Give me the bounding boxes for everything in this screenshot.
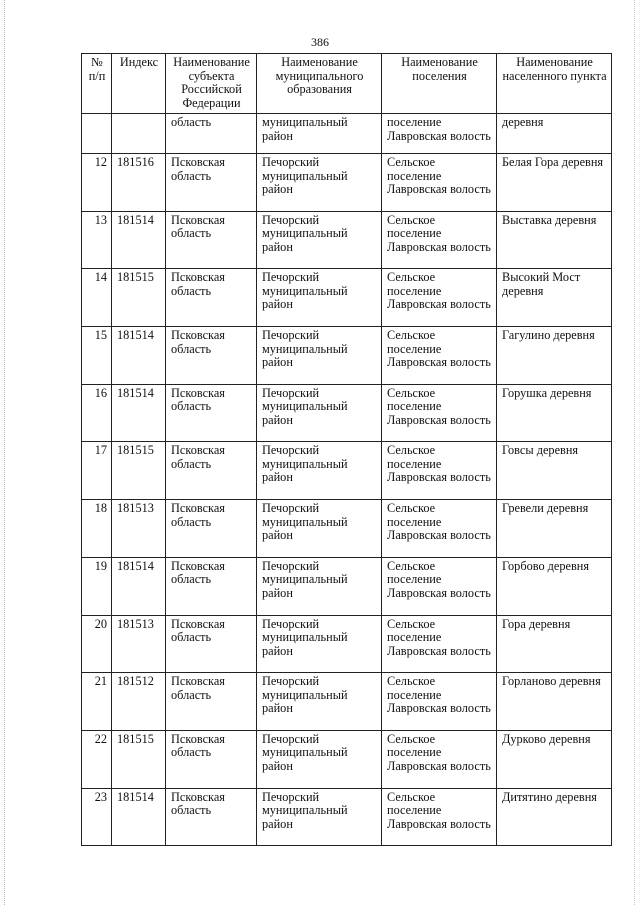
cell-num: 23	[82, 788, 112, 846]
cell-settlement: Сельское поселение Лавровская волость	[382, 730, 497, 788]
cell-locality: Дурково деревня	[497, 730, 612, 788]
settlements-table	[81, 53, 612, 846]
cell-locality: Горланово деревня	[497, 673, 612, 731]
cell-municipality: Печорский муниципальный район	[257, 384, 382, 442]
cell-num	[82, 114, 112, 154]
cell-settlement: поселение Лавровская волость	[382, 114, 497, 154]
cell-locality: Гревели деревня	[497, 500, 612, 558]
cell-locality: Гагулино деревня	[497, 327, 612, 385]
continuation-row	[82, 114, 612, 154]
cell-num: 12	[82, 154, 112, 212]
cell-num: 18	[82, 500, 112, 558]
cell-subject: Псковская область	[166, 557, 257, 615]
table-row	[82, 615, 612, 673]
cell-index: 181516	[112, 154, 166, 212]
cell-municipality: Печорский муниципальный район	[257, 673, 382, 731]
cell-subject: Псковская область	[166, 615, 257, 673]
cell-municipality: Печорский муниципальный район	[257, 730, 382, 788]
cell-num: 19	[82, 557, 112, 615]
cell-settlement: Сельское поселение Лавровская волость	[382, 269, 497, 327]
cell-subject: Псковская область	[166, 269, 257, 327]
cell-index: 181512	[112, 673, 166, 731]
table-row	[82, 442, 612, 500]
cell-settlement: Сельское поселение Лавровская волость	[382, 557, 497, 615]
header-index: Индекс	[112, 54, 166, 114]
cell-num: 22	[82, 730, 112, 788]
table-row	[82, 327, 612, 385]
cell-municipality: Печорский муниципальный район	[257, 615, 382, 673]
cell-subject: Псковская область	[166, 500, 257, 558]
cell-locality: деревня	[497, 114, 612, 154]
cell-municipality: Печорский муниципальный район	[257, 557, 382, 615]
scan-edge-left	[4, 0, 6, 905]
cell-municipality: Печорский муниципальный район	[257, 500, 382, 558]
cell-num: 15	[82, 327, 112, 385]
cell-municipality: Печорский муниципальный район	[257, 154, 382, 212]
cell-index: 181515	[112, 730, 166, 788]
cell-subject: область	[166, 114, 257, 154]
page-number: 386	[311, 35, 329, 49]
header-locality: Наименование населенного пункта	[497, 54, 612, 114]
cell-index: 181514	[112, 788, 166, 846]
cell-locality: Гора деревня	[497, 615, 612, 673]
cell-num: 13	[82, 211, 112, 269]
cell-num: 21	[82, 673, 112, 731]
header-municipality: Наименование муниципального образования	[257, 54, 382, 114]
cell-locality: Выставка деревня	[497, 211, 612, 269]
cell-num: 20	[82, 615, 112, 673]
table-header-row	[82, 54, 612, 114]
table-row	[82, 384, 612, 442]
cell-locality: Горбово деревня	[497, 557, 612, 615]
cell-municipality: Печорский муниципальный район	[257, 442, 382, 500]
cell-index: 181513	[112, 500, 166, 558]
cell-municipality: Печорский муниципальный район	[257, 788, 382, 846]
cell-settlement: Сельское поселение Лавровская волость	[382, 327, 497, 385]
cell-index	[112, 114, 166, 154]
cell-index: 181514	[112, 327, 166, 385]
cell-index: 181514	[112, 211, 166, 269]
cell-municipality: Печорский муниципальный район	[257, 211, 382, 269]
table-row	[82, 211, 612, 269]
table-row	[82, 788, 612, 846]
cell-num: 17	[82, 442, 112, 500]
header-subject: Наименование субъекта Российской Федерации	[166, 54, 257, 114]
cell-settlement: Сельское поселение Лавровская волость	[382, 211, 497, 269]
cell-municipality: Печорский муниципальный район	[257, 269, 382, 327]
cell-subject: Псковская область	[166, 154, 257, 212]
cell-num: 16	[82, 384, 112, 442]
cell-subject: Псковская область	[166, 384, 257, 442]
cell-municipality: муниципальный район	[257, 114, 382, 154]
cell-settlement: Сельское поселение Лавровская волость	[382, 788, 497, 846]
table-row	[82, 673, 612, 731]
cell-subject: Псковская область	[166, 673, 257, 731]
cell-subject: Псковская область	[166, 730, 257, 788]
cell-index: 181514	[112, 557, 166, 615]
table-row	[82, 730, 612, 788]
cell-index: 181514	[112, 384, 166, 442]
cell-subject: Псковская область	[166, 211, 257, 269]
cell-locality: Горушка деревня	[497, 384, 612, 442]
cell-locality: Белая Гора деревня	[497, 154, 612, 212]
cell-settlement: Сельское поселение Лавровская волость	[382, 615, 497, 673]
header-num: № п/п	[82, 54, 112, 114]
cell-settlement: Сельское поселение Лавровская волость	[382, 154, 497, 212]
cell-locality: Говсы деревня	[497, 442, 612, 500]
table-row	[82, 500, 612, 558]
cell-index: 181513	[112, 615, 166, 673]
table-row	[82, 154, 612, 212]
header-settlement: Наименование поселения	[382, 54, 497, 114]
cell-subject: Псковская область	[166, 788, 257, 846]
scan-edge-right	[634, 0, 636, 905]
cell-settlement: Сельское поселение Лавровская волость	[382, 500, 497, 558]
cell-index: 181515	[112, 442, 166, 500]
cell-settlement: Сельское поселение Лавровская волость	[382, 442, 497, 500]
cell-num: 14	[82, 269, 112, 327]
cell-settlement: Сельское поселение Лавровская волость	[382, 673, 497, 731]
cell-locality: Дитятино деревня	[497, 788, 612, 846]
cell-index: 181515	[112, 269, 166, 327]
cell-subject: Псковская область	[166, 327, 257, 385]
cell-locality: Высокий Мост деревня	[497, 269, 612, 327]
table-row	[82, 269, 612, 327]
table-row	[82, 557, 612, 615]
cell-subject: Псковская область	[166, 442, 257, 500]
cell-municipality: Печорский муниципальный район	[257, 327, 382, 385]
cell-settlement: Сельское поселение Лавровская волость	[382, 384, 497, 442]
